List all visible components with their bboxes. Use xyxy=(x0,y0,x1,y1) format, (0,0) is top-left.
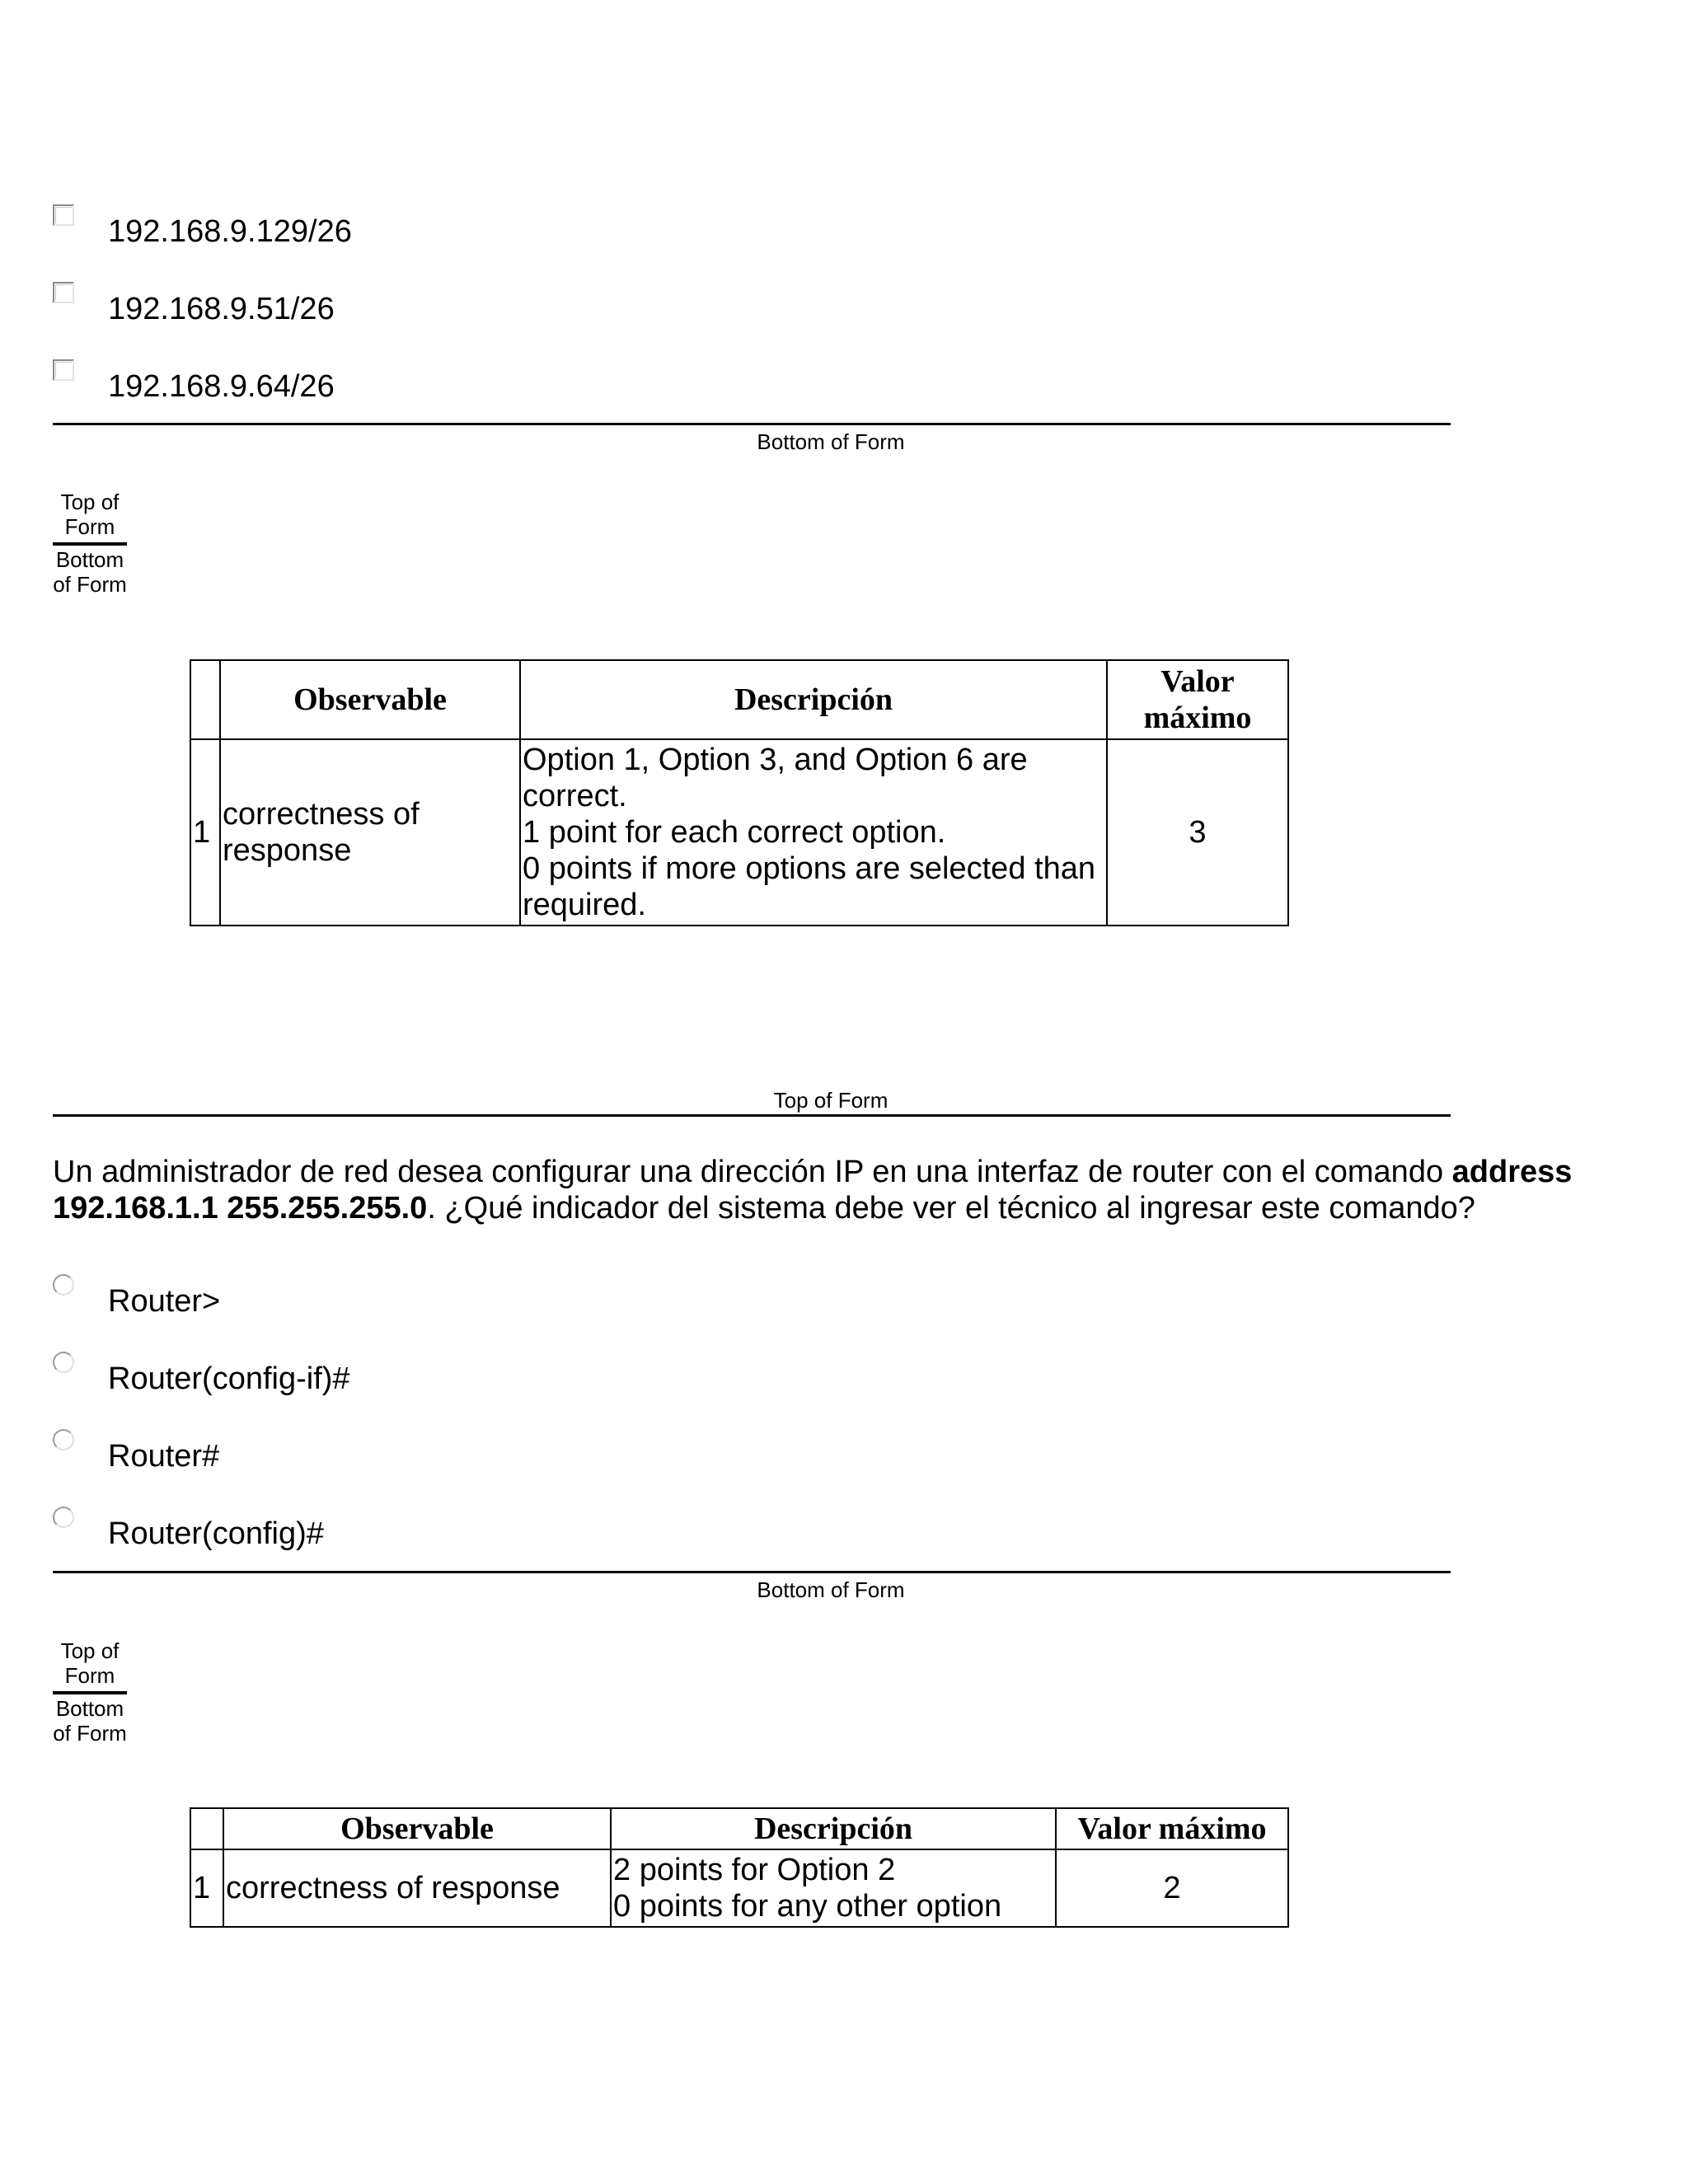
rubric-header-description: Descripción xyxy=(520,660,1107,739)
mini-top-of-form: Top of Form xyxy=(60,1638,120,1688)
question-command: address 192.168.1.1 255.255.255.0 xyxy=(53,1155,1573,1226)
mini-top-of-form: Top of Form xyxy=(60,490,120,539)
question-text xyxy=(53,1154,1619,1226)
option-label: 192.168.9.51/26 xyxy=(108,292,335,326)
option-checkbox[interactable] xyxy=(53,204,74,226)
table-row xyxy=(190,739,1288,926)
mini-form-marker xyxy=(53,490,127,597)
rubric-header-observable: Observable xyxy=(220,660,520,739)
mini-form-divider xyxy=(53,1691,127,1694)
rubric-header-index xyxy=(190,1808,223,1849)
bottom-of-form-caption: Bottom of Form xyxy=(757,1577,905,1602)
option-label: 192.168.9.129/26 xyxy=(108,214,352,249)
rubric-row-number: 1 xyxy=(190,739,220,926)
form-divider xyxy=(53,423,1451,425)
form-divider xyxy=(53,1114,1451,1117)
bottom-of-form-caption: Bottom of Form xyxy=(757,429,905,454)
rubric-header-max-value: Valor máximo xyxy=(1056,1808,1288,1849)
description-line: Option 1, Option 3, and Option 6 are correct. xyxy=(523,743,1028,813)
rubric-description xyxy=(611,1849,1056,1927)
rubric-max-value: 3 xyxy=(1107,739,1288,926)
option-label: Router# xyxy=(108,1439,220,1474)
mini-bottom-of-form: Bottom of Form xyxy=(53,547,127,597)
rubric-observable: correctness of response xyxy=(223,1849,611,1927)
option-checkbox[interactable] xyxy=(53,282,74,303)
description-line: 0 points if more options are selected than required. xyxy=(523,851,1095,922)
mini-form-marker xyxy=(53,1638,127,1746)
option-radio[interactable] xyxy=(53,1352,74,1373)
option-label: 192.168.9.64/26 xyxy=(108,369,335,404)
table-row xyxy=(190,1849,1288,1927)
option-radio[interactable] xyxy=(53,1507,74,1528)
top-of-form-caption: Top of Form xyxy=(773,1088,889,1113)
mini-form-divider xyxy=(53,542,127,546)
rubric-table xyxy=(190,659,1289,926)
rubric-description xyxy=(520,739,1107,926)
description-line: 0 points for any other option xyxy=(613,1889,1002,1924)
rubric-header-index xyxy=(190,660,220,739)
mini-bottom-of-form: Bottom of Form xyxy=(53,1696,127,1746)
form-divider xyxy=(53,1571,1451,1573)
rubric-max-value: 2 xyxy=(1056,1849,1288,1927)
rubric-header-observable: Observable xyxy=(223,1808,611,1849)
rubric-header-max-value: Valor máximo xyxy=(1107,660,1288,739)
rubric-header-description: Descripción xyxy=(611,1808,1056,1849)
rubric-row-number: 1 xyxy=(190,1849,223,1927)
option-label: Router(config)# xyxy=(108,1516,324,1551)
rubric-header-row xyxy=(190,1808,1288,1849)
option-label: Router(config-if)# xyxy=(108,1361,350,1396)
rubric-header-row xyxy=(190,660,1288,739)
description-line: 2 points for Option 2 xyxy=(613,1853,896,1887)
option-radio[interactable] xyxy=(53,1274,74,1296)
question-text-after: . ¿Qué indicador del sistema debe ver el técnico al ingresar este comando? xyxy=(427,1191,1475,1226)
rubric-observable: correctness of response xyxy=(220,739,520,926)
rubric-table xyxy=(190,1807,1289,1928)
description-line: 1 point for each correct option. xyxy=(523,815,946,850)
question-text-before: Un administrador de red desea configurar una dirección IP en una interfaz de router con el comando xyxy=(53,1155,1452,1189)
option-checkbox[interactable] xyxy=(53,359,74,381)
option-label: Router> xyxy=(108,1284,221,1319)
option-radio[interactable] xyxy=(53,1429,74,1451)
